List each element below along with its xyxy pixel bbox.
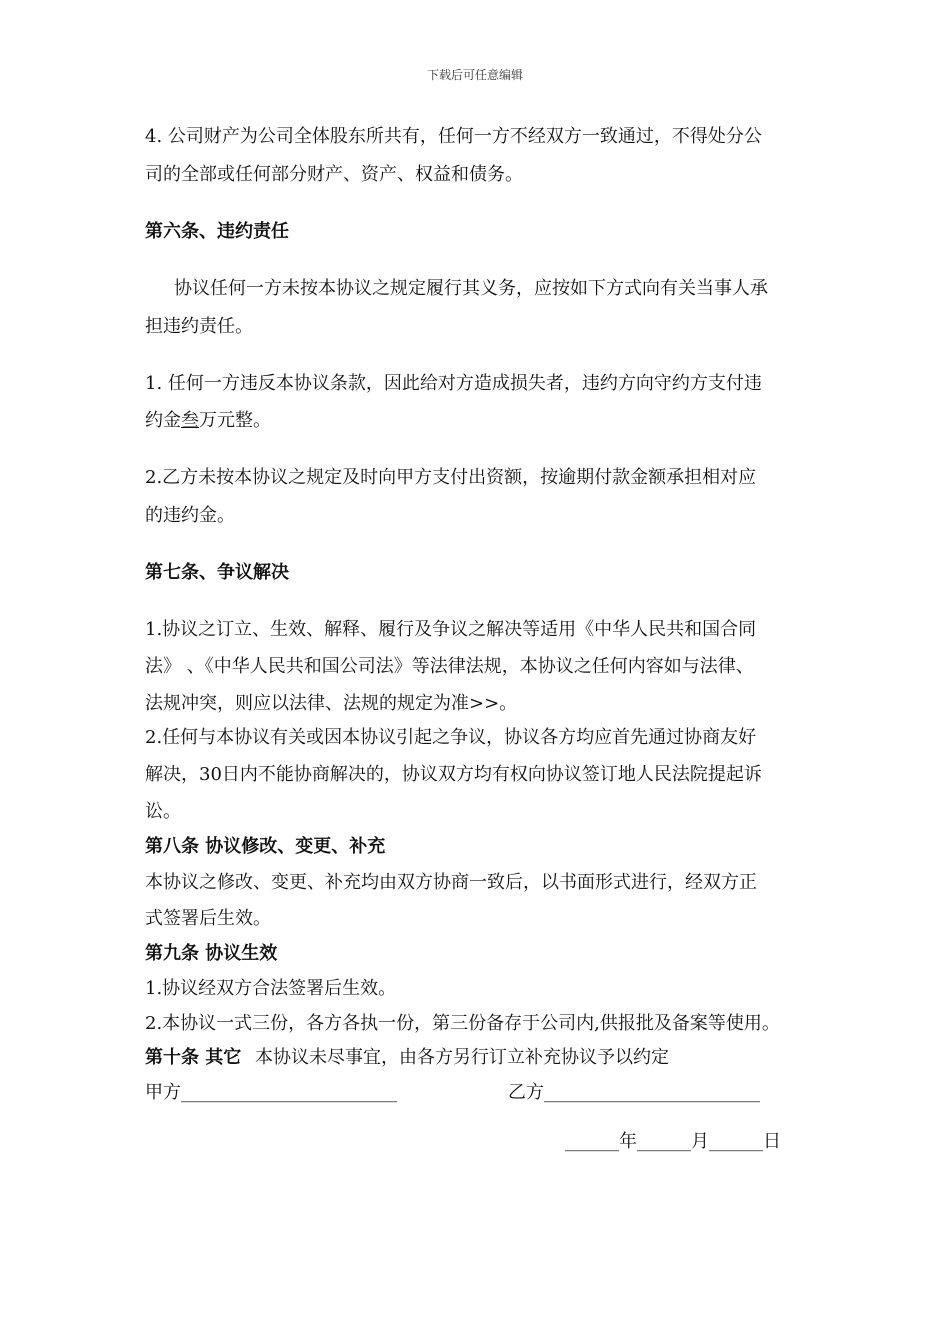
article-6-intro-line-1: 协议任何一方未按本协议之规定履行其义务，应按如下方式向有关当事人承	[174, 278, 768, 299]
article-8-line-1: 本协议之修改、变更、补充均由双方协商一致后，以书面形式进行，经双方正	[145, 872, 757, 893]
article-7-item-1-line-2: 法》 、《中华人民共和国公司法》等法律法规，本协议之任何内容如与法律、	[145, 656, 754, 677]
article-9-heading: 第九条 协议生效	[145, 943, 278, 964]
article-6-item-2-line-1: 2.乙方未按本协议之规定及时向甲方支付出资额，按逾期付款金额承担相对应	[145, 467, 757, 488]
article-9-item-2: 2.本协议一式三份，各方各执一份，第三份备存于公司内,供报批及备案等使用。	[145, 1013, 780, 1034]
article-7-item-1-line-1: 1.协议之订立、生效、解释、履行及争议之解决等适用《中华人民共和国合同	[145, 619, 757, 640]
clause-4-line-2: 司的全部或任何部分财产、资产、权益和债务。	[145, 164, 523, 185]
article-7-item-2-line-1: 2.任何与本协议有关或因本协议引起之争议，协议各方均应首先通过协商友好	[145, 727, 757, 748]
article-10-heading: 第十条 其它	[145, 1047, 242, 1068]
article-8-line-2: 式签署后生效。	[145, 908, 271, 929]
item-text: 约金	[145, 410, 181, 431]
article-10	[145, 1046, 669, 1070]
penalty-amount: 叁	[181, 410, 199, 431]
article-7-item-2-line-2: 解决，30日内不能协商解决的，协议双方均有权向协议签订地人民法院提起诉	[145, 764, 762, 785]
article-6-item-1-line-1: 1. 任何一方违反本协议条款，因此给对方造成损失者，违约方向守约方支付违	[145, 373, 762, 394]
article-6-item-1-line-2	[145, 409, 271, 433]
page-header: 下载后可任意编辑	[426, 68, 523, 82]
clause-4-line-1: 4. 公司财产为公司全体股东所共有，任何一方不经双方一致通过，不得处分公	[145, 126, 762, 147]
article-10-text: 本协议未尽事宜，由各方另行订立补充协议予以约定	[255, 1047, 670, 1068]
item-text: 万元整。	[199, 410, 271, 431]
article-9-item-1: 1.协议经双方合法签署后生效。	[145, 978, 397, 999]
date-line: ______年______月______日	[565, 1131, 781, 1152]
article-8-heading: 第八条 协议修改、变更、补充	[145, 836, 386, 857]
party-b-signature-line: 乙方________________________	[508, 1082, 760, 1103]
article-7-item-1-line-3: 法规冲突，则应以法律、法规的规定为准>>。	[145, 693, 518, 714]
article-6-intro-line-2: 担违约责任。	[145, 316, 253, 337]
article-6-item-2-line-2: 的违约金。	[145, 505, 235, 526]
article-7-heading: 第七条、争议解决	[145, 562, 289, 583]
party-a-signature-line: 甲方________________________	[145, 1082, 397, 1103]
article-7-item-2-line-3: 讼。	[145, 801, 181, 822]
article-6-heading: 第六条、违约责任	[145, 221, 289, 242]
